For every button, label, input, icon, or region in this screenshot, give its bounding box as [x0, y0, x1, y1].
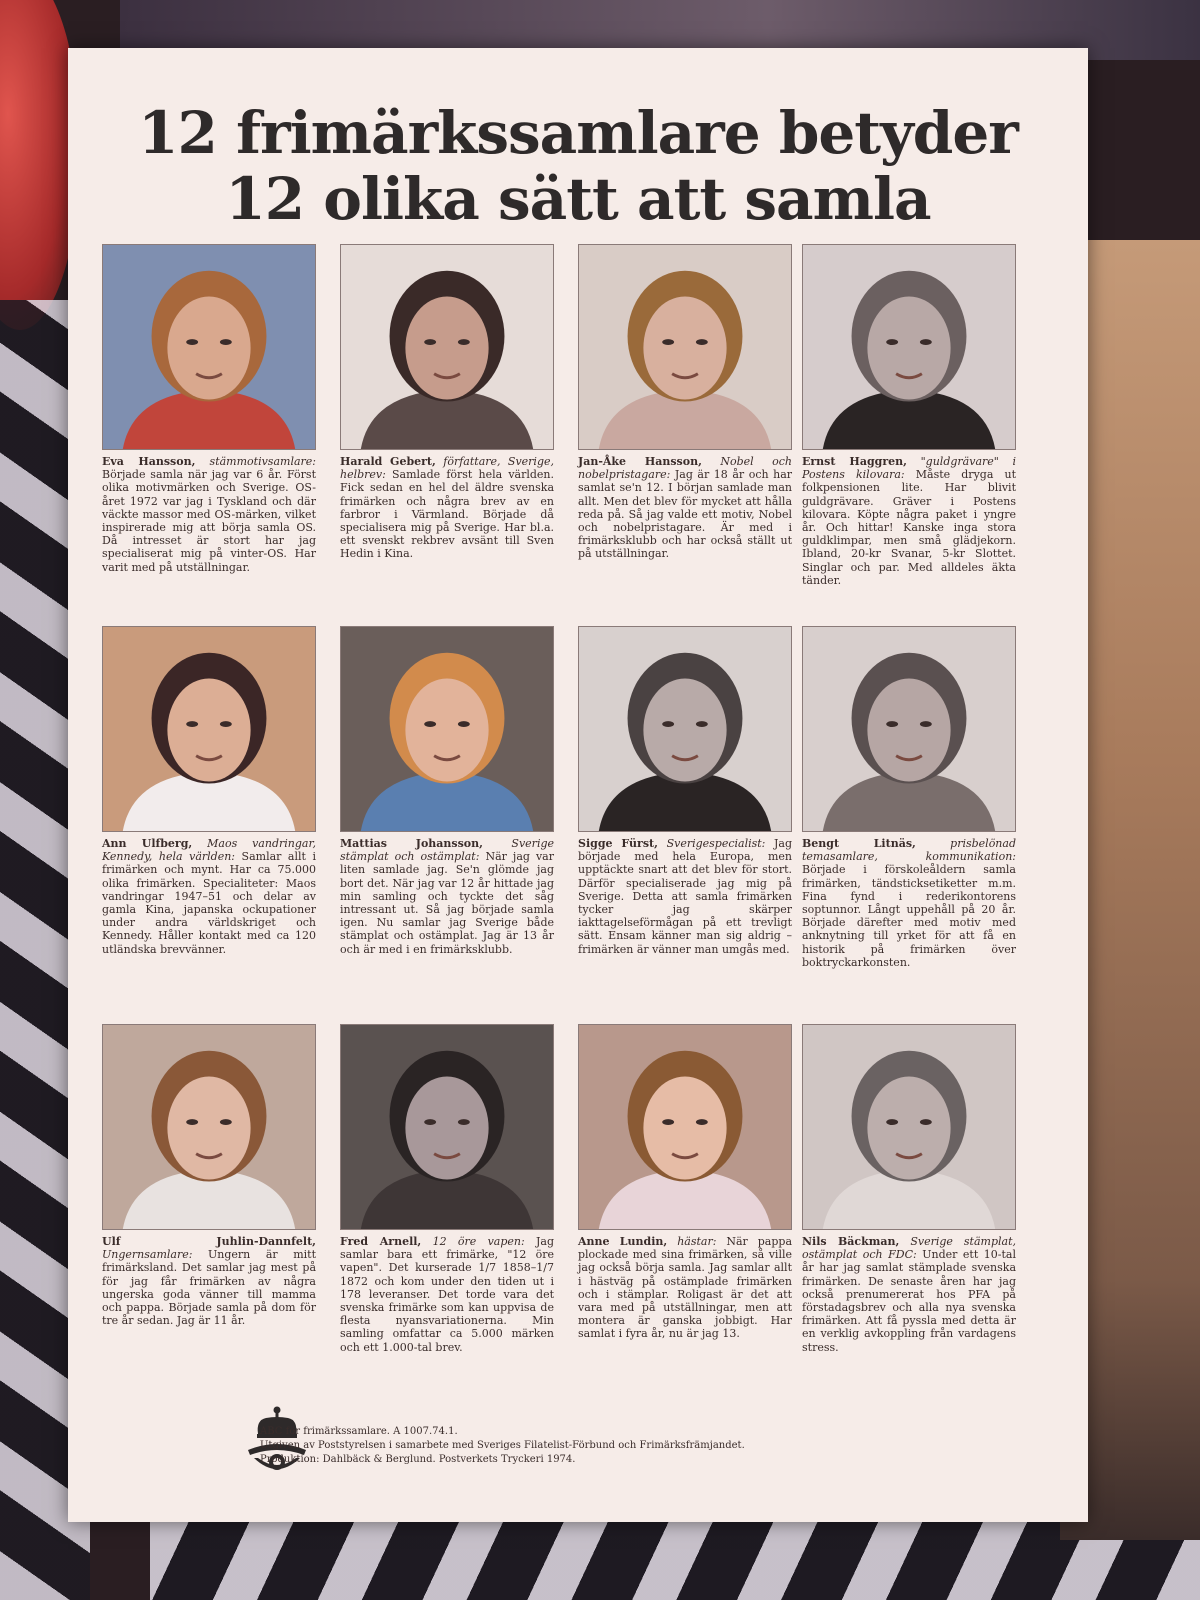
collector-text: Jag började med hela Europa, men upptäckte snart att det blev för stort. Därför specialiserade jag mig på Sverige. Detta att samla frimärken tycker jag skärper iakttagelseförmågan på ett trevligt sätt. Ensam känner man sig aldrig – frimärken är vänner man umgås med.	[578, 837, 793, 956]
collector-caption	[340, 837, 554, 956]
collector-text: Jag är 18 år och har samlat se'n 12. I början samlade man allt. Men det blev för mycket att hålla reda på. Så jag valde ett motiv, Nobel och nobelpristagare. Är med i frimärksklubb och har också ställt ut på utställningar.	[578, 468, 793, 561]
collector-card	[802, 626, 1016, 969]
collector-text: Måste dryga ut folkpensionen lite. Har blivit guldgrävare. Gräver i Postens kilovara. Köpte några paket i yngre år. Och hittar! Kanske inga stora guldklimpar, men små glädjekorn. Ibland, 20-kr Svanar, 5-kr Slottet. Singlar och par. Med alldeles äkta tänder.	[802, 468, 1017, 587]
collector-portrait	[802, 1024, 1016, 1230]
collector-portrait	[802, 244, 1016, 450]
collector-card	[578, 626, 792, 956]
collector-portrait	[578, 244, 792, 450]
collector-portrait	[340, 244, 554, 450]
collector-text: Ungern är mitt frimärksland. Det samlar jag mest på för jag får frimärken av några ungerska goda vänner till mamma och pappa. Började samla på dom för tre år sedan. Jag är 11 år.	[102, 1248, 316, 1328]
collector-specialty: Nobel och nobelpristagare:	[578, 455, 792, 482]
collector-name: Harald Gebert,	[340, 455, 436, 468]
collector-card	[802, 1024, 1016, 1354]
collector-caption	[102, 455, 316, 574]
collector-specialty: hästar:	[677, 1235, 717, 1248]
collector-name: Sigge Fürst,	[578, 837, 658, 850]
collector-specialty: 12 öre vapen:	[432, 1235, 525, 1248]
collector-portrait	[578, 1024, 792, 1230]
collector-caption	[802, 455, 1016, 587]
footer-line-2: Utgiven av Poststyrelsen i samarbete med Sveriges Filatelist-Förbund och Frimärksfrämjandet.	[260, 1440, 745, 1451]
collector-caption	[102, 837, 316, 956]
collector-name: Ernst Haggren,	[802, 455, 907, 468]
collector-specialty: Maos vandringar, Kennedy, hela världen:	[102, 837, 316, 864]
collector-portrait	[340, 1024, 554, 1230]
collector-caption	[578, 1235, 792, 1341]
collector-caption	[578, 837, 792, 956]
headline	[68, 100, 1088, 232]
collector-specialty: Ungernsamlare:	[102, 1248, 193, 1262]
collector-card	[102, 244, 316, 574]
collector-specialty: författare, Sverige, helbrev:	[340, 455, 555, 482]
collector-name: Eva Hansson,	[102, 455, 196, 468]
collector-card	[802, 244, 1016, 587]
footer-line-1: ABC för frimärkssamlare. A 1007.74.1.	[260, 1426, 458, 1437]
collector-name: Mattias Johansson,	[340, 837, 483, 850]
collector-portrait	[102, 626, 316, 832]
collector-caption	[578, 455, 792, 561]
collector-name: Ann Ulfberg,	[102, 837, 193, 850]
collector-card	[340, 626, 554, 956]
collector-card	[340, 244, 554, 561]
collector-text: Samlar allt i frimärken och mynt. Har ca 75.000 olika frimärken. Specialiteter: Maos vandringar 1947–51 och delar av gamla Kina, japanska ockupationer under andra världskriget och Kennedy. Håller kontakt med ca 120 utländska brevvänner.	[102, 850, 316, 956]
collector-portrait	[802, 626, 1016, 832]
collector-text: Under ett 10-tal år har jag samlat stämplade svenska frimärken. De senaste åren har jag också prenumererat hos PFA på förstadagsbrev och alla nya svenska frimärken. Att få pyssla med detta är en verklig avkoppling från vardagens stress.	[802, 1248, 1017, 1354]
collector-portrait	[102, 1024, 316, 1230]
collector-specialty: Sverige stämplat och ostämplat:	[340, 837, 555, 864]
brochure-page	[68, 48, 1088, 1522]
collector-caption	[102, 1235, 316, 1327]
collector-name: Bengt Litnäs,	[802, 837, 916, 850]
striped-cloth-bottom	[150, 1510, 1200, 1600]
collector-name: Fred Arnell,	[340, 1235, 422, 1248]
collector-text: När jag var liten samlade jag. Se'n glömde jag bort det. När jag var 12 år hittade jag min samling och tyckte det såg intressant ut. Så jag började samla igen. Nu samlar jag Sverige både stämplat och ostämplat. Jag är 13 år och är med i en frimärksklubb.	[340, 850, 555, 956]
collector-text: Jag samlar bara ett frimärke, "12 öre vapen". Det kurserade 1/7 1858–1/7 1872 och kom under den tiden ut i 178 leveranser. Det torde vara det svenska frimärke som kan uppvisa de flesta nyansvariationerna. Min samling omfattar ca 5.000 märken och ett 1.000-tal brev.	[340, 1235, 555, 1354]
collector-specialty: "guldgrävare" i Postens kilovara:	[802, 455, 1016, 482]
collector-card	[578, 1024, 792, 1341]
collector-card	[102, 626, 316, 956]
headline-line-1: 12 frimärkssamlare betyder	[138, 99, 1018, 167]
collector-card	[578, 244, 792, 561]
collector-card	[340, 1024, 554, 1354]
collector-caption	[340, 1235, 554, 1354]
collector-specialty: stämmotivsamlare:	[209, 455, 316, 468]
collector-caption	[802, 837, 1016, 969]
collector-text: När pappa plockade med sina frimärken, så ville jag också börja samla. Jag samlar allt i hästväg på ostämplade frimärken och i stämplar. Roligast är det att vara med på utställningar, men att montera är ganska jobbigt. Har samlat i fyra år, nu är jag 13.	[578, 1235, 792, 1341]
collector-portrait	[340, 626, 554, 832]
collector-specialty: Sverigespecialist:	[666, 837, 766, 850]
collector-text: Började samla när jag var 6 år. Först olika motivmärken och Sverige. OS-året 1972 var jag i Tyskland och där väckte massor med OS-märken, vilket inspirerade mig att börja samla OS. Då intresset är stort har jag specialiserat mig på vinter-OS. Har varit med på utställningar.	[102, 468, 316, 574]
collector-name: Jan-Åke Hansson,	[578, 455, 702, 468]
collector-name: Ulf Juhlin-Dannfelt,	[102, 1235, 316, 1248]
collector-portrait	[102, 244, 316, 450]
footer-line-3: Produktion: Dahlbäck & Berglund. Postverkets Tryckeri 1974.	[260, 1454, 576, 1465]
collector-specialty: prisbelönad temasamlare, kommunikation:	[802, 837, 1016, 864]
collector-caption	[340, 455, 554, 561]
collector-name: Anne Lundin,	[578, 1235, 668, 1248]
collector-specialty: Sverige stämplat, ostämplat och FDC:	[802, 1235, 1016, 1262]
collector-portrait	[578, 626, 792, 832]
collector-card	[102, 1024, 316, 1327]
collector-name: Nils Bäckman,	[802, 1235, 900, 1248]
headline-line-2: 12 olika sätt att samla	[225, 165, 931, 233]
collector-text: Samlade först hela världen. Fick sedan en hel del äldre svenska frimärken och några brev av en farbror i Värmland. Började då specialisera mig på Sverige. Har bl.a. ett svenskt rekbrev avsänt till Sven Hedin i Kina.	[340, 468, 555, 561]
collector-caption	[802, 1235, 1016, 1354]
collector-text: Började i förskoleåldern samla frimärken, tändsticksetiketter m.m. Fina fynd i rederikontorens soptunnor. Långt uppehåll på 20 år. Började därefter med motiv med anknytning till yrket för att få en historik på frimärken över boktryckarkonsten.	[802, 863, 1016, 969]
